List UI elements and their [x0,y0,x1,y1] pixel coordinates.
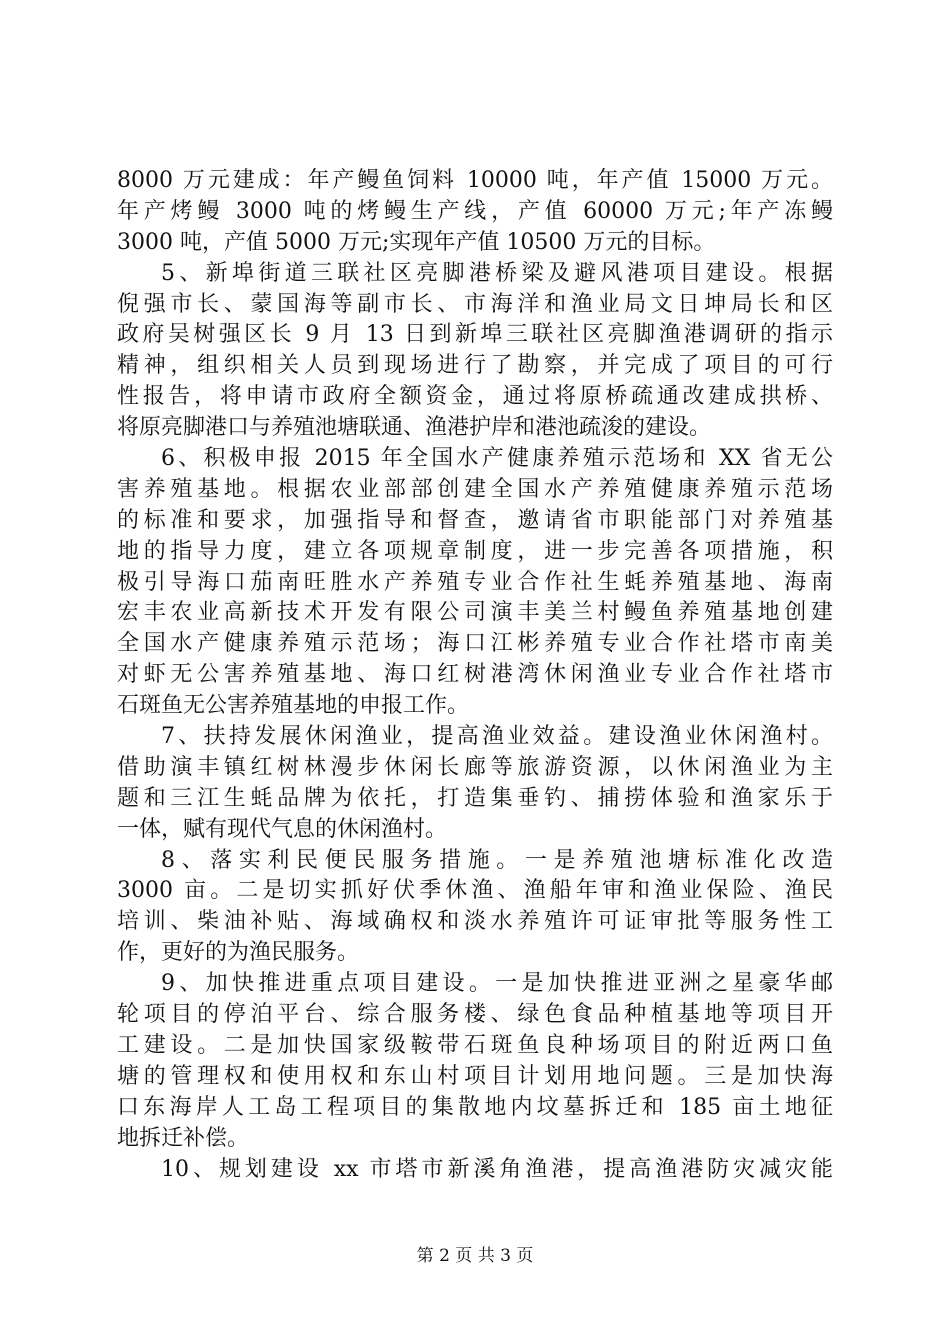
text-line: 极引导海口茄南旺胜水产养殖专业合作社生蚝养殖基地、海南 [117,569,833,595]
text-line: 害养殖基地。根据农业部部创建全国水产养殖健康养殖示范场 [117,476,833,502]
text-line: 借助演丰镇红树林漫步休闲长廊等旅游资源，以休闲渔业为主 [117,754,833,780]
text-line: 地的指导力度，建立各项规章制度，进一步完善各项措施，积 [117,538,833,564]
text-line: 5、新埠街道三联社区亮脚港桥梁及避风港项目建设。根据 [161,260,833,286]
text-line: 精神，组织相关人员到现场进行了勘察，并完成了项目的可行 [117,353,833,379]
text-line: 塘的管理权和使用权和东山村项目计划用地问题。三是加快海 [117,1063,833,1089]
text-line: 倪强市长、蒙国海等副市长、市海洋和渔业局文日坤局长和区 [117,291,833,317]
text-line: 地拆迁补偿。 [117,1125,250,1151]
text-line: 的标准和要求，加强指导和督查，邀请省市职能部门对养殖基 [117,507,833,533]
text-line: 性报告，将申请市政府全额资金，通过将原桥疏通改建成拱桥、 [117,384,833,410]
text-line: 工建设。二是加快国家级鞍带石斑鱼良种场项目的附近两口鱼 [117,1032,833,1058]
document-body [117,166,833,1185]
text-line: 石斑鱼无公害养殖基地的申报工作。 [117,693,470,719]
text-line: 3000 亩。二是切实抓好伏季休渔、渔船年审和渔业保险、渔民 [117,878,833,904]
text-line: 培训、柴油补贴、海域确权和淡水养殖许可证审批等服务性工 [117,909,833,935]
text-line: 6、积极申报 2015 年全国水产健康养殖示范场和 XX 省无公 [161,446,833,472]
text-line: 政府吴树强区长 9 月 13 日到新埠三联社区亮脚渔港调研的指示 [117,322,833,348]
text-line: 轮项目的停泊平台、综合服务楼、绿色食品种植基地等项目开 [117,1002,833,1028]
text-line: 全国水产健康养殖示范场；海口江彬养殖专业合作社塔市南美 [117,631,833,657]
text-line: 10、规划建设 xx 市塔市新溪角渔港，提高渔港防灾减灾能 [161,1156,833,1182]
text-line: 作，更好的为渔民服务。 [117,940,360,966]
text-line: 对虾无公害养殖基地、海口红树港湾休闲渔业专业合作社塔市 [117,662,833,688]
text-line: 将原亮脚港口与养殖池塘联通、渔港护岸和港池疏浚的建设。 [117,415,712,441]
text-line: 7、扶持发展休闲渔业，提高渔业效益。建设渔业休闲渔村。 [161,724,833,750]
text-line: 3000 吨，产值 5000 万元;实现年产值 10500 万元的目标。 [117,229,716,255]
text-line: 题和三江生蚝品牌为依托，打造集垂钓、捕捞体验和渔家乐于 [117,785,833,811]
text-line: 口东海岸人工岛工程项目的集散地内坟墓拆迁和 185 亩土地征 [117,1094,833,1120]
text-line: 年产烤鳗 3000 吨的烤鳗生产线，产值 60000 万元;年产冻鳗 [117,198,833,224]
text-line: 8000 万元建成：年产鳗鱼饲料 10000 吨，年产值 15000 万元。 [117,168,833,193]
text-line: 宏丰农业高新技术开发有限公司演丰美兰村鳗鱼养殖基地创建 [117,600,833,626]
text-line: 9、加快推进重点项目建设。一是加快推进亚洲之星豪华邮 [161,971,833,997]
page-footer: 第 2 页 共 3 页 [416,1246,534,1266]
text-line: 一体，赋有现代气息的休闲渔村。 [117,816,448,842]
text-line: 8、落实利民便民服务措施。一是养殖池塘标准化改造 [161,847,833,873]
